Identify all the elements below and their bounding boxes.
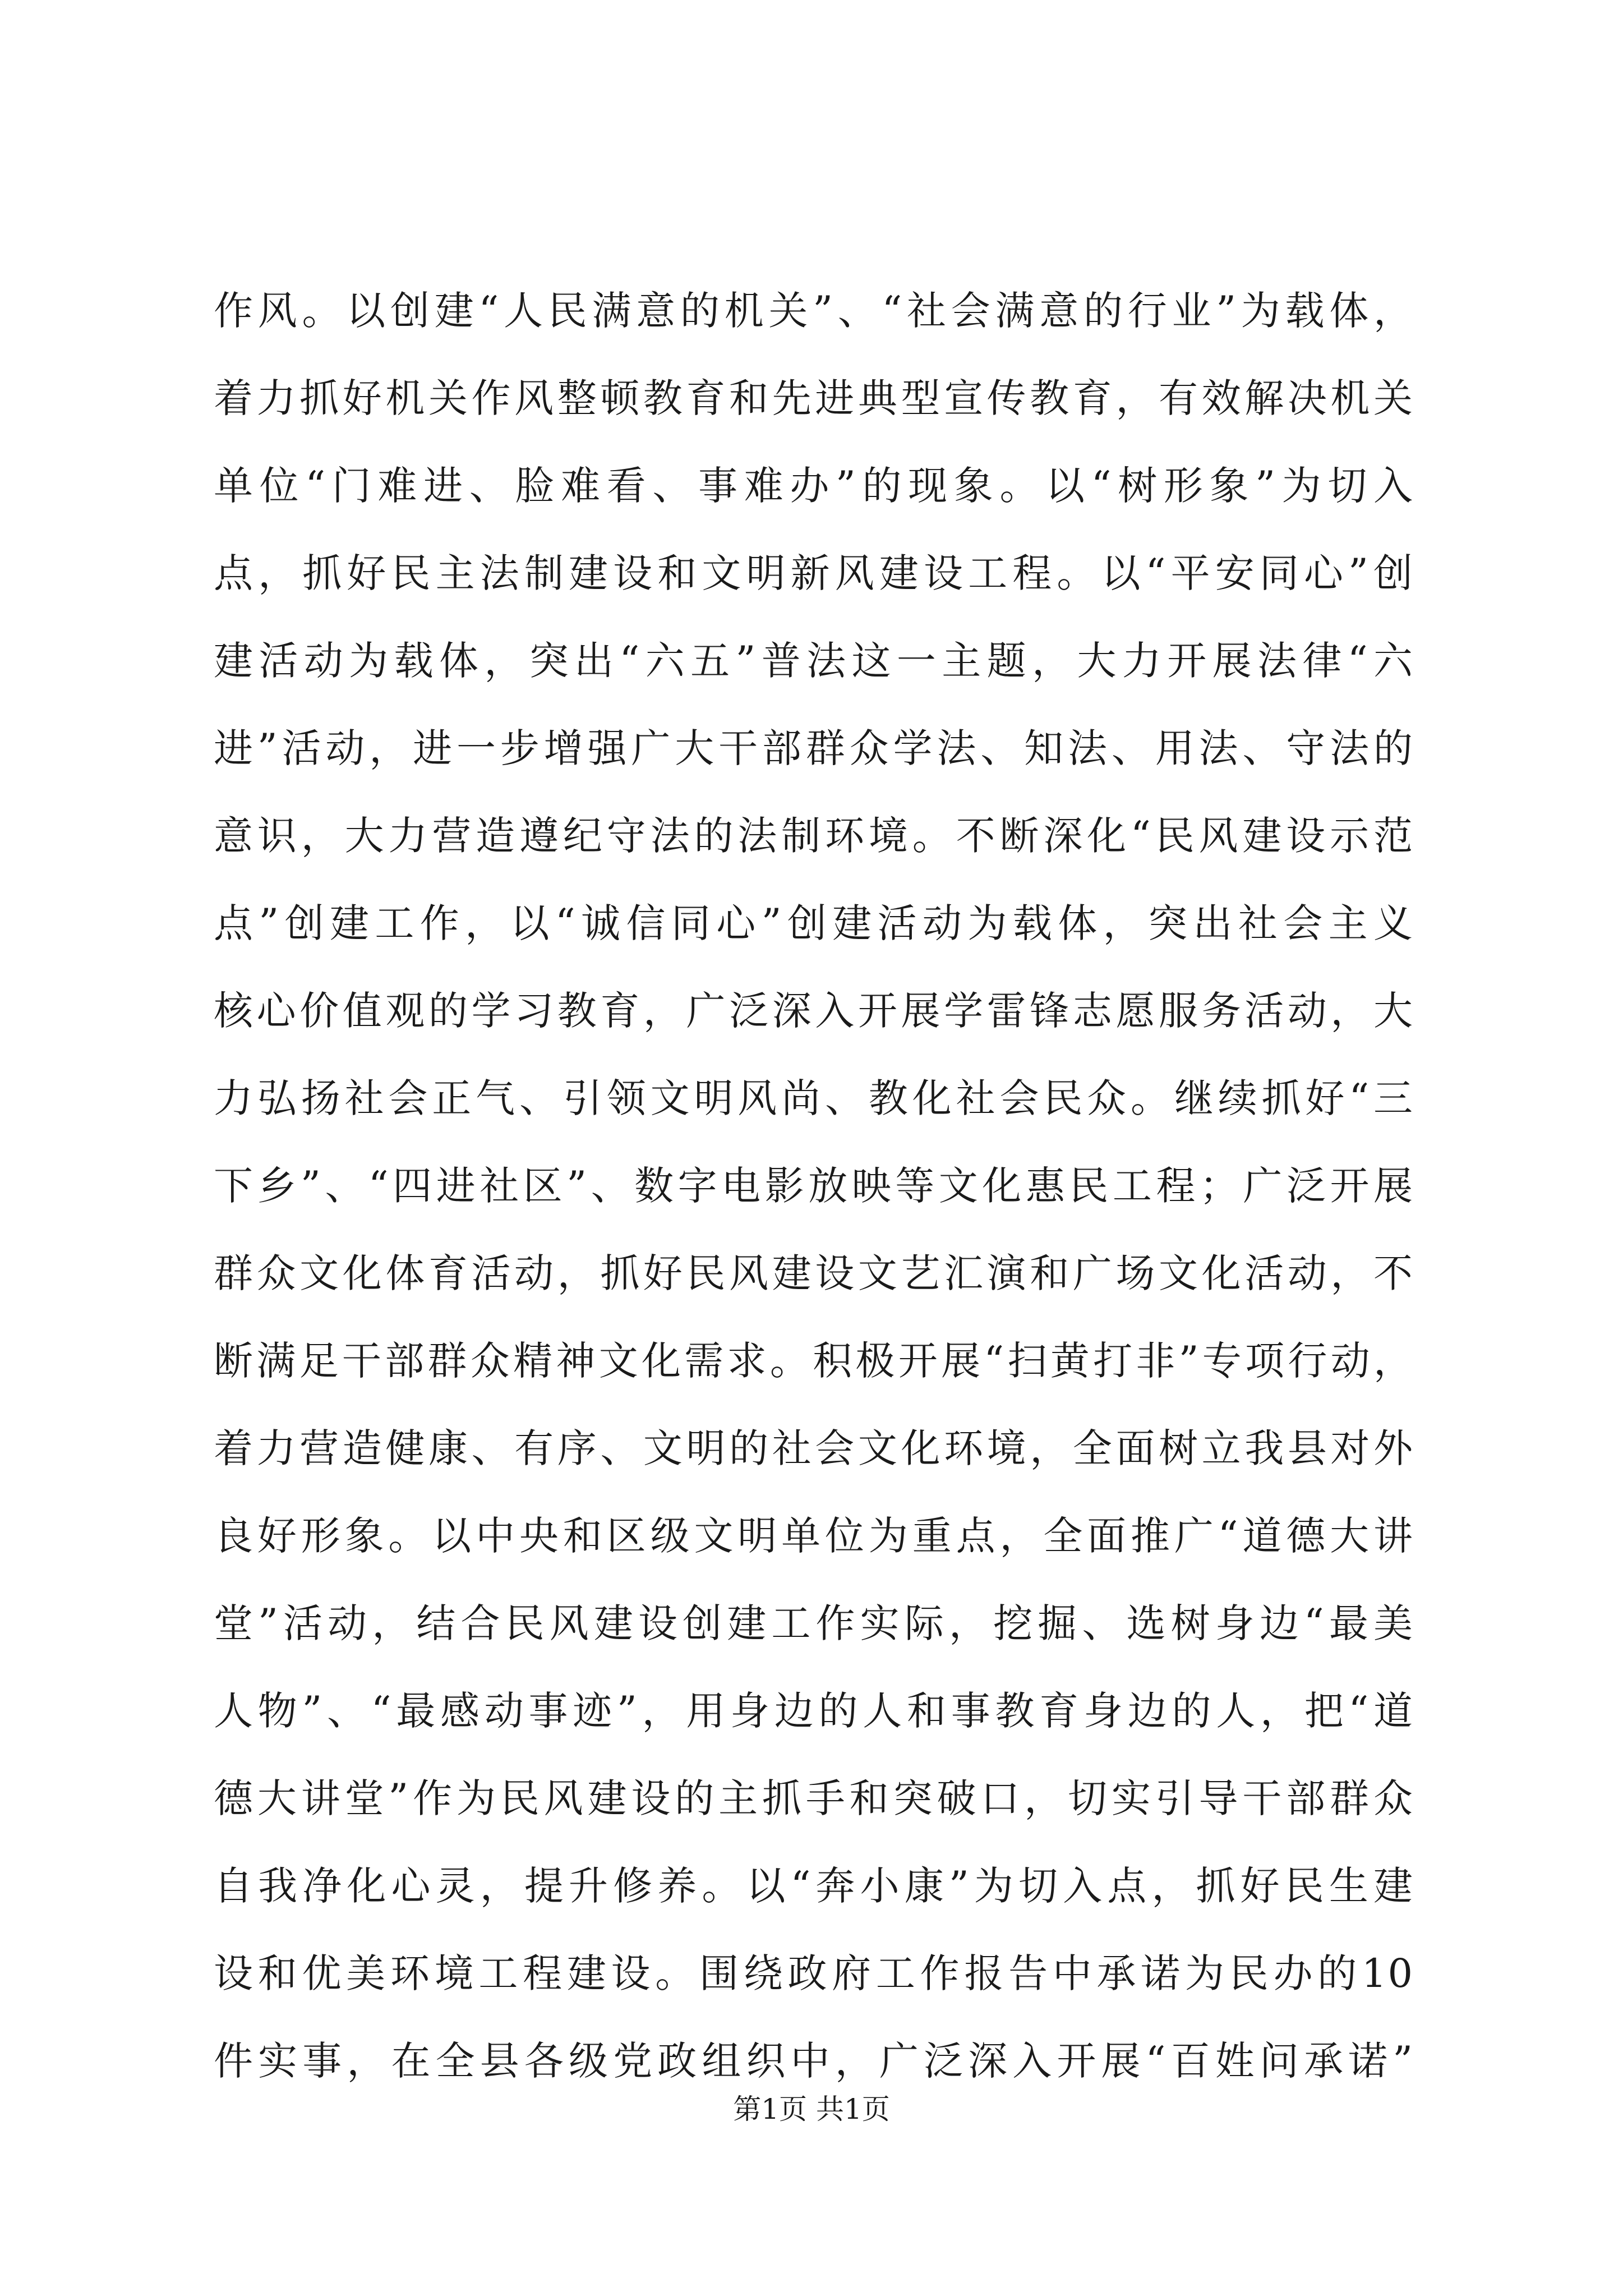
- text-line: 点”创建工作，以“诚信同心”创建活动为载体，突出社会主义: [214, 900, 1414, 946]
- text-line: 设和优美环境工程建设。围绕政府工作报告中承诺为民办的10: [214, 1950, 1414, 1996]
- body-paragraph: [214, 267, 1414, 2105]
- text-line: 断满足干部群众精神文化需求。积极开展“扫黄打非”专项行动，: [214, 1338, 1414, 1384]
- page-footer: 第1页 共1页: [733, 2093, 890, 2125]
- text-line: 作风。以创建“人民满意的机关”、“社会满意的行业”为载体，: [214, 288, 1414, 334]
- text-line: 进”活动，进一步增强广大干部群众学法、知法、用法、守法的: [214, 725, 1414, 771]
- text-line: 堂”活动，结合民风建设创建工作实际，挖掘、选树身边“最美: [214, 1600, 1414, 1646]
- text-line: 德大讲堂”作为民风建设的主抓手和突破口，切实引导干部群众: [214, 1775, 1414, 1821]
- text-line: 核心价值观的学习教育，广泛深入开展学雷锋志愿服务活动，大: [214, 988, 1414, 1034]
- text-line: 建活动为载体，突出“六五”普法这一主题，大力开展法律“六: [214, 638, 1414, 684]
- text-line: 良好形象。以中央和区级文明单位为重点，全面推广“道德大讲: [214, 1513, 1414, 1559]
- text-line: 件实事，在全县各级党政组织中，广泛深入开展“百姓问承诺”: [214, 2038, 1414, 2084]
- text-line: 自我净化心灵，提升修养。以“奔小康”为切入点，抓好民生建: [214, 1863, 1414, 1909]
- text-line: 下乡”、“四进社区”、数字电影放映等文化惠民工程；广泛开展: [214, 1163, 1414, 1209]
- text-line: 单位“门难进、脸难看、事难办”的现象。以“树形象”为切入: [214, 463, 1414, 509]
- text-line: 人物”、“最感动事迹”，用身边的人和事教育身边的人，把“道: [214, 1688, 1414, 1734]
- text-line: 着力抓好机关作风整顿教育和先进典型宣传教育，有效解决机关: [214, 375, 1414, 421]
- text-line: 力弘扬社会正气、引领文明风尚、教化社会民众。继续抓好“三: [214, 1075, 1414, 1121]
- text-line: 群众文化体育活动，抓好民风建设文艺汇演和广场文化活动，不: [214, 1250, 1414, 1296]
- text-line: 着力营造健康、有序、文明的社会文化环境，全面树立我县对外: [214, 1425, 1414, 1471]
- text-line: 意识，大力营造遵纪守法的法制环境。不断深化“民风建设示范: [214, 813, 1414, 859]
- text-line: 点，抓好民主法制建设和文明新风建设工程。以“平安同心”创: [214, 550, 1414, 596]
